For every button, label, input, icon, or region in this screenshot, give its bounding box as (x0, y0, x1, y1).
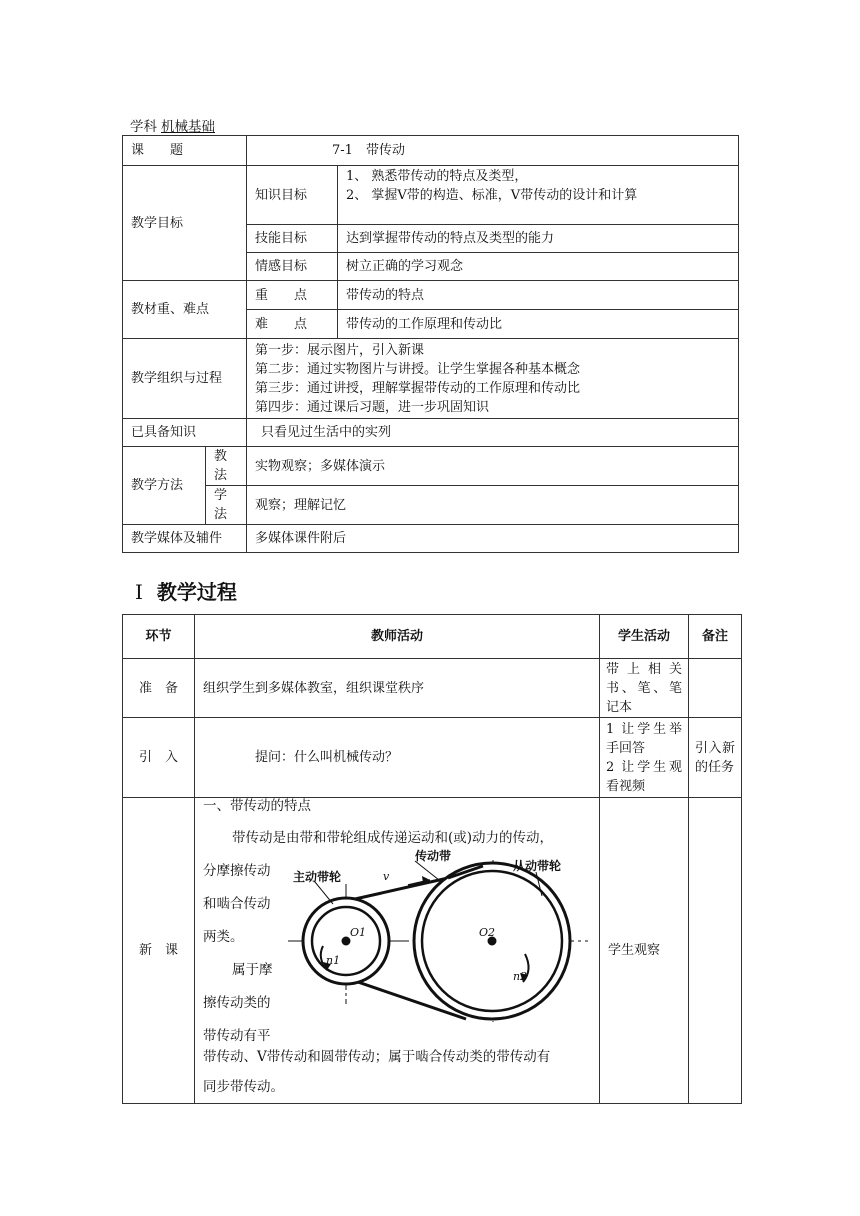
notes-intro: 引入新的任务 (689, 718, 742, 798)
new-p2-line1: 属于摩 (232, 962, 273, 978)
prior-value: 只看见过生活中的实列 (247, 419, 739, 447)
lesson-info-table (122, 135, 739, 553)
new-p1-line3: 和啮合传动 (203, 896, 271, 912)
organization-label: 教学组织与过程 (123, 339, 247, 419)
objectives-label: 教学目标 (123, 166, 247, 281)
step-3: 第三步：通过讲授，理解掌握带传动的工作原理和传动比 (255, 380, 581, 396)
emotion-label: 情感目标 (247, 253, 338, 281)
topic-value: 7-1 带传动 (247, 136, 739, 166)
label-o1: O1 (350, 926, 367, 939)
key-value: 带传动的特点 (338, 281, 739, 310)
belt-drive-diagram (293, 849, 593, 1036)
label-belt: 传动带 (415, 849, 452, 863)
label-o2: O2 (479, 926, 496, 939)
student-intro (600, 718, 689, 798)
section-title: 教学过程 (156, 580, 237, 604)
knowledge-item-2: 2、 掌握V带的构造、标准，V带传动的设计和计算 (346, 188, 638, 203)
method-label: 教学方法 (123, 447, 206, 525)
teach-method-value: 实物观察；多媒体演示 (247, 447, 739, 486)
stage-new: 新 课 (123, 798, 195, 1104)
header-student: 学生活动 (600, 615, 689, 659)
media-value: 多媒体课件附后 (247, 525, 739, 553)
label-velocity: v (383, 870, 390, 883)
new-p1-line1: 带传动是由带和带轮组成传递运动和(或)动力的传动， (232, 830, 554, 846)
learn-method-label: 学法 (206, 486, 247, 525)
process-table (122, 614, 742, 1104)
new-p2-line3: 带传动有平 (203, 1028, 271, 1044)
new-p2-line4: 带传动、V带传动和圆带传动；属于啮合传动类的带传动有 (203, 1049, 551, 1065)
stage-intro: 引 入 (123, 718, 195, 798)
knowledge-value (338, 166, 739, 225)
step-2: 第二步：通过实物图片与讲授。让学生掌握各种基本概念 (255, 361, 581, 377)
label-driver: 主动带轮 (293, 870, 342, 884)
section-number: Ⅰ (135, 580, 143, 604)
key-label: 重 点 (247, 281, 338, 310)
label-n1: n1 (326, 954, 341, 967)
section-heading (135, 576, 237, 605)
prior-label: 已具备知识 (123, 419, 247, 447)
student-intro-1: 1 让学生举手回答 (606, 721, 682, 756)
learn-method-value: 观察；理解记忆 (247, 486, 739, 525)
topic-label: 课 题 (123, 136, 247, 166)
new-heading: 一、带传动的特点 (203, 798, 311, 814)
knowledge-item-1: 1、 熟悉带传动的特点及类型， (346, 169, 528, 184)
skill-value: 达到掌握带传动的特点及类型的能力 (338, 225, 739, 253)
notes-new (689, 798, 742, 1104)
notes-prep (689, 659, 742, 718)
label-n2: n2 (513, 970, 528, 983)
new-p1-line4: 两类。 (203, 929, 244, 945)
keypoints-label: 教材重、难点 (123, 281, 247, 339)
teach-method-label: 教法 (206, 447, 247, 486)
label-driven: 从动带轮 (513, 859, 562, 873)
subject-label: 学科 (130, 119, 157, 135)
student-prep: 带上相关书、笔、笔记本 (600, 659, 689, 718)
teacher-intro: 提问：什么叫机械传动？ (195, 718, 600, 798)
step-4: 第四步：通过课后习题，进一步巩固知识 (255, 399, 490, 415)
emotion-value: 树立正确的学习观念 (338, 253, 739, 281)
new-p1-line2: 分摩擦传动 (203, 863, 271, 879)
student-new: 学生观察 (600, 798, 689, 1104)
media-label: 教学媒体及辅件 (123, 525, 247, 553)
stage-prep: 准 备 (123, 659, 195, 718)
difficult-label: 难 点 (247, 310, 338, 339)
header-teacher: 教师活动 (195, 615, 600, 659)
teacher-prep: 组织学生到多媒体教室，组织课堂秩序 (195, 659, 600, 718)
teacher-new (195, 798, 600, 1104)
step-1: 第一步：展示图片，引入新课 (255, 342, 425, 358)
header-notes: 备注 (689, 615, 742, 659)
student-intro-2: 2 让学生观看视频 (606, 759, 682, 794)
header-stage: 环节 (123, 615, 195, 659)
subject-value: 机械基础 (161, 119, 215, 135)
difficult-value: 带传动的工作原理和传动比 (338, 310, 739, 339)
new-p2-line2: 擦传动类的 (203, 995, 271, 1011)
organization-steps (247, 339, 739, 419)
skill-label: 技能目标 (247, 225, 338, 253)
knowledge-label: 知识目标 (247, 166, 338, 225)
new-p2-line5: 同步带传动。 (203, 1079, 284, 1095)
subject-line (130, 115, 233, 135)
